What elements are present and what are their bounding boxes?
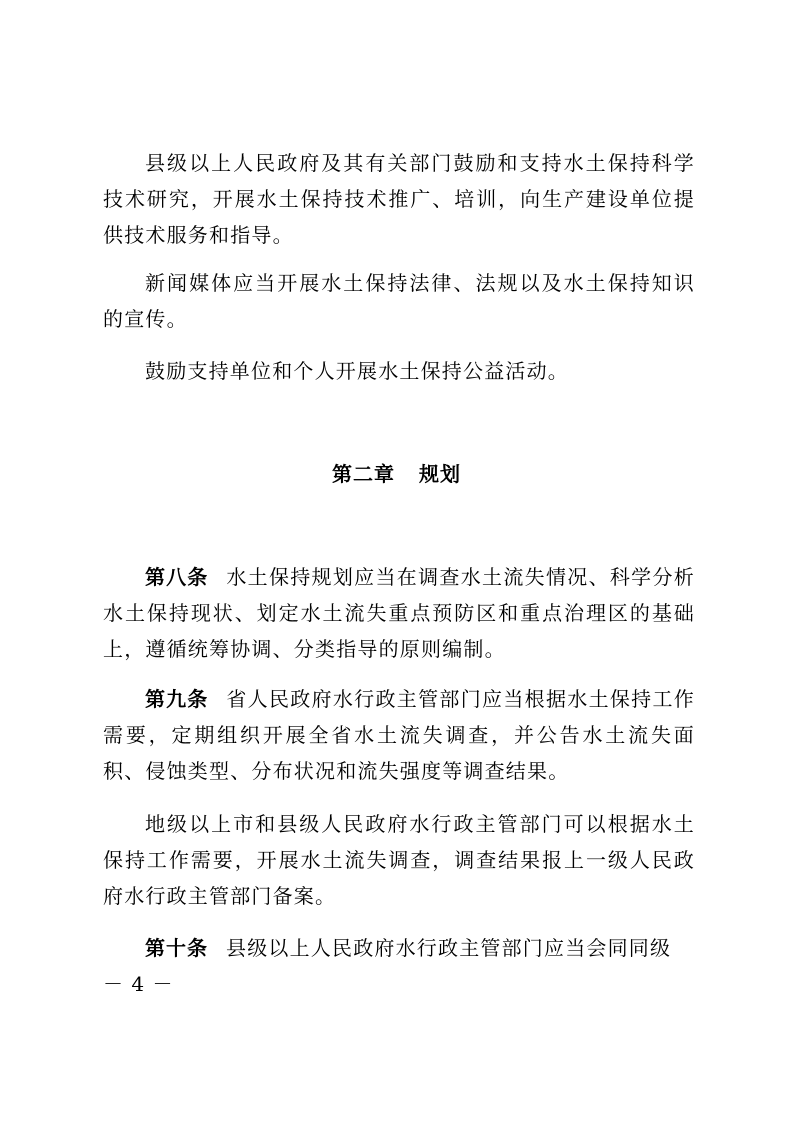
article-8-text: 水土保持规划应当在调查水土流失情况、科学分析水土保持现状、划定水土流失重点预防区和重点治理区的基础上，遵循统筹协调、分类指导的原则编制。 xyxy=(103,565,695,661)
article-10-text: 县级以上人民政府水行政主管部门应当会同同级 xyxy=(226,936,672,960)
chapter-number: 第二章 xyxy=(332,462,395,486)
article-9-paragraph-2: 地级以上市和县级人民政府水行政主管部门可以根据水土保持工作需要，开展水土流失调查，调查结果报上一级人民政府水行政主管部门备案。 xyxy=(103,812,695,908)
article-9 xyxy=(103,681,695,789)
paragraph-public-welfare: 鼓励支持单位和个人开展水土保持公益活动。 xyxy=(145,359,569,383)
article-9-text: 省人民政府水行政主管部门应当根据水土保持工作需要，定期组织开展全省水土流失调查，并公告水土流失面积、侵蚀类型、分布状况和流失强度等调查结果。 xyxy=(103,687,695,783)
article-8-label: 第八条 xyxy=(145,565,209,589)
paragraph-media-publicity: 新闻媒体应当开展水土保持法律、法规以及水土保持知识的宣传。 xyxy=(103,271,695,331)
article-10-label: 第十条 xyxy=(145,936,208,960)
article-8 xyxy=(103,559,695,667)
chapter-heading xyxy=(0,456,793,492)
article-9-label: 第九条 xyxy=(145,687,209,711)
article-10 xyxy=(103,930,695,966)
page-number: － 4 － xyxy=(103,972,174,996)
chapter-title: 规划 xyxy=(419,462,461,486)
paragraph-tech-support: 县级以上人民政府及其有关部门鼓励和支持水土保持科学技术研究，开展水土保持技术推广、培训，向生产建设单位提供技术服务和指导。 xyxy=(103,151,695,247)
